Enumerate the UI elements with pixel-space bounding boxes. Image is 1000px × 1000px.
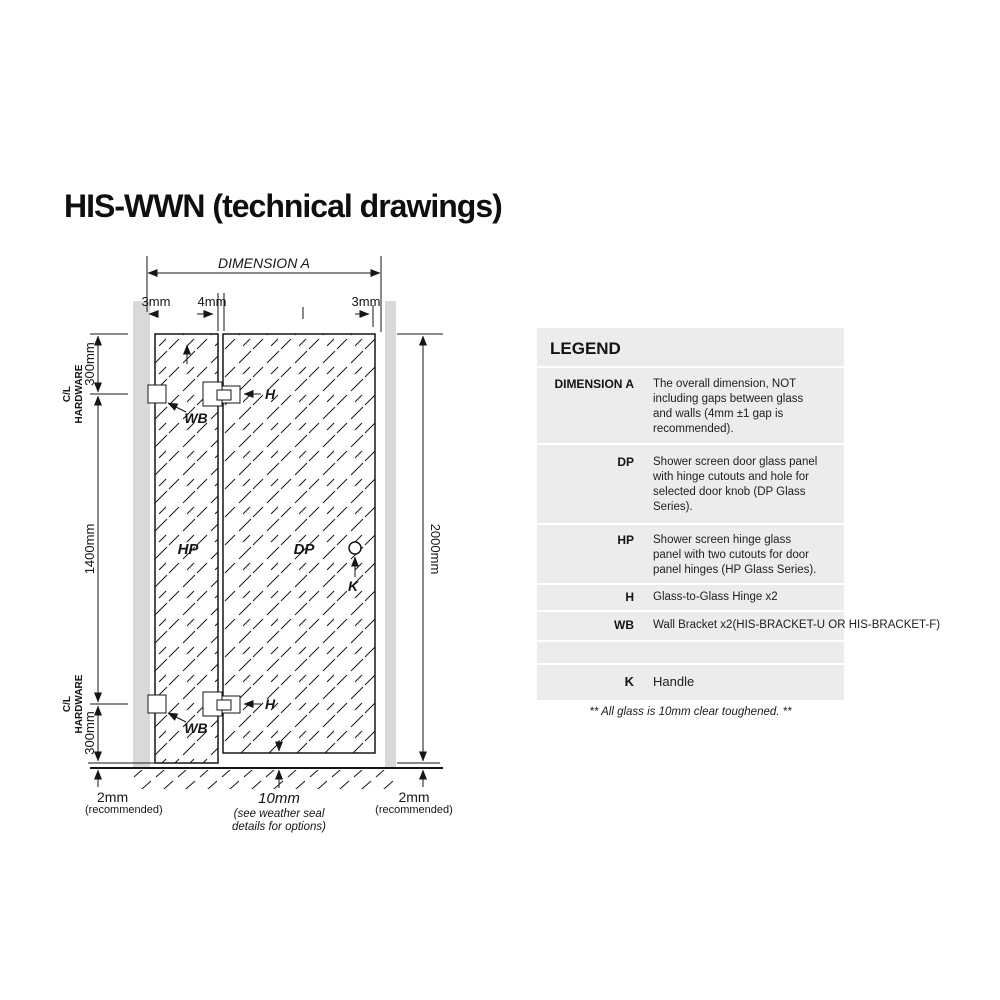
page-title: HIS-WWN (technical drawings) xyxy=(64,188,502,224)
wall-bracket-bottom xyxy=(148,695,166,713)
floor-gap-left-label: 2mm xyxy=(97,789,129,805)
gap-left-label: 3mm xyxy=(141,294,171,309)
legend-row-empty xyxy=(537,640,844,663)
door-bottom-gap-note2: details for options) xyxy=(232,821,326,833)
dim-height-label: 2000mm xyxy=(428,523,443,575)
dim-bottom-label: 300mm xyxy=(82,711,97,755)
legend-description: Glass-to-Glass Hinge x2 xyxy=(653,591,778,603)
wall-bracket-top xyxy=(148,385,166,403)
bracket-bottom-label: WB xyxy=(184,720,208,736)
gap-middle-label: 4mm xyxy=(197,294,227,309)
legend-description: Shower screen door glass panel with hinge cutouts and hole for selected door knob (DP Glass Series). xyxy=(653,456,818,513)
legend-row-hp xyxy=(537,523,844,583)
legend-row-dimension-a xyxy=(537,366,844,443)
legend-row-wb xyxy=(537,610,941,640)
bracket-top-label: WB xyxy=(184,410,208,426)
legend-row-h xyxy=(537,583,844,610)
legend-row-k xyxy=(537,663,844,700)
cl-hardware-bottom-line2: HARDWARE xyxy=(74,674,85,734)
gap-right-label: 3mm xyxy=(351,294,381,309)
legend-description: Shower screen hinge glass panel with two cutouts for door panel hinges (HP Glass Series). xyxy=(653,534,817,576)
glass-hinge-top xyxy=(203,382,240,406)
legend-row-dp xyxy=(537,443,844,523)
cl-hardware-top-line2: HARDWARE xyxy=(74,364,85,424)
technical-drawing xyxy=(30,245,480,855)
legend-term: DIMENSION A xyxy=(554,377,634,391)
dim-top-label: 300mm xyxy=(82,342,97,386)
legend-term: HP xyxy=(617,533,634,547)
hinge-top-label: H xyxy=(264,386,276,402)
legend-description: Wall Bracket x2(HIS-BRACKET-U OR HIS-BRACKET-F) xyxy=(653,619,941,631)
legend-description: The overall dimension, NOT including gaps between glass and walls (4mm ±1 gap is recommended). xyxy=(653,378,804,435)
door-bottom-gap-note1: (see weather seal xyxy=(233,808,325,820)
legend-panel xyxy=(537,328,941,700)
legend-description: Handle xyxy=(653,674,695,689)
legend-term: H xyxy=(625,590,634,604)
floor-hatching xyxy=(131,770,393,789)
legend-term: DP xyxy=(617,455,634,469)
dimension-a-label: DIMENSION A xyxy=(217,255,311,271)
door-bottom-gap-label: 10mm xyxy=(258,790,300,807)
legend-term: WB xyxy=(614,618,634,632)
door-knob xyxy=(349,542,361,554)
legend-description xyxy=(653,642,821,663)
legend-title: LEGEND xyxy=(550,339,621,358)
wall-right xyxy=(385,301,396,768)
legend-term: K xyxy=(624,674,634,689)
legend-term xyxy=(550,642,634,663)
floor-gap-right-note: (recommended) xyxy=(375,804,453,816)
panel-dp-label: DP xyxy=(293,541,315,558)
hinge-bottom-label: H xyxy=(264,696,276,712)
cl-hardware-top-line1: C/L xyxy=(62,385,73,403)
floor-gap-right-label: 2mm xyxy=(398,789,430,805)
floor-gap-left-note: (recommended) xyxy=(85,804,163,816)
top-gap-dimensions xyxy=(149,293,373,331)
wall-left xyxy=(133,301,150,768)
panel-hp-label: HP xyxy=(177,541,199,558)
cl-hardware-bottom-line1: C/L xyxy=(62,695,73,713)
dim-middle-label: 1400mm xyxy=(82,523,97,575)
glass-footnote: ** All glass is 10mm clear toughened. ** xyxy=(589,706,792,718)
handle-label: K xyxy=(347,578,359,594)
glass-hinge-bottom xyxy=(203,692,240,716)
